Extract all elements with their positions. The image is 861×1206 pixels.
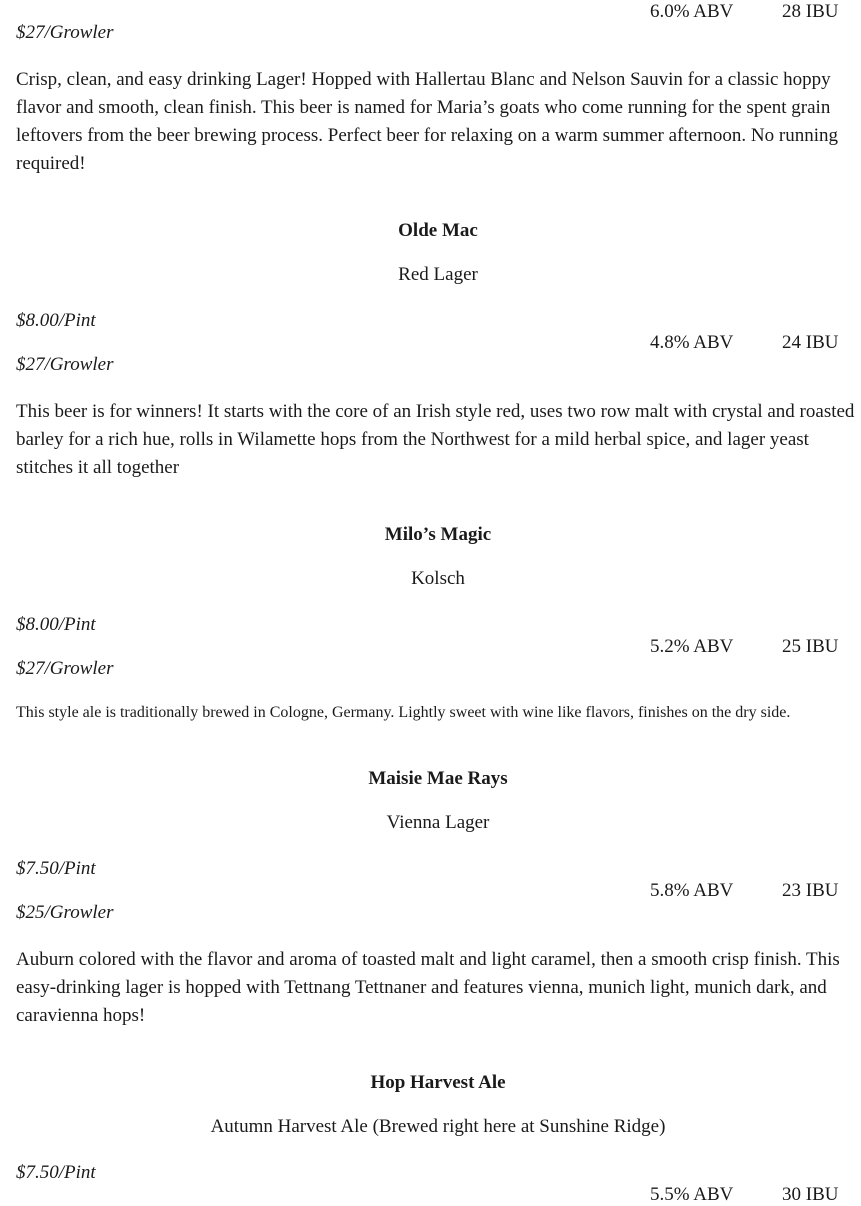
ibu-value: 28 IBU [782, 1, 839, 22]
beer-name: Hop Harvest Ale [370, 1072, 506, 1093]
pint-price: $8.00/Pint [16, 310, 96, 331]
beer-style: Autumn Harvest Ale (Brewed right here at Sunshine Ridge) [210, 1116, 666, 1137]
pint-price: $7.50/Pint [16, 858, 96, 879]
beer-name: Olde Mac [398, 220, 478, 241]
beer-name: Maisie Mae Rays [368, 768, 508, 789]
beer-description: Crisp, clean, and easy drinking Lager! Hopped with Hallertau Blanc and Nelson Sauvin for a classic hoppy flavor and smooth, clean finish. This beer is named for Maria’s goats who come running for the spent grain leftovers from the beer brewing process. Perfect beer for relaxing on a warm summer afternoon. No running required! [16, 69, 838, 174]
ibu-value: 25 IBU [782, 636, 839, 657]
beer-description: This style ale is traditionally brewed in Cologne, Germany. Lightly sweet with wine like flavors, finishes on the dry side. [16, 704, 791, 721]
abv-value: 5.5% ABV [650, 1184, 734, 1205]
growler-price: $27/Growler [16, 658, 114, 679]
beer-style: Vienna Lager [386, 812, 490, 833]
abv-value: 5.2% ABV [650, 636, 734, 657]
ibu-value: 23 IBU [782, 880, 839, 901]
growler-price: $27/Growler [16, 22, 114, 43]
beer-description: This beer is for winners! It starts with the core of an Irish style red, uses two row malt with crystal and roasted barley for a rich hue, rolls in Wilamette hops from the Northwest for a mild herbal spice, and lager yeast stitches it all together [16, 401, 855, 478]
abv-value: 6.0% ABV [650, 1, 734, 22]
pint-price: $7.50/Pint [16, 1162, 96, 1183]
abv-value: 5.8% ABV [650, 880, 734, 901]
growler-price: $25/Growler [16, 902, 114, 923]
ibu-value: 30 IBU [782, 1184, 839, 1205]
abv-value: 4.8% ABV [650, 332, 734, 353]
beer-style: Red Lager [398, 264, 478, 285]
growler-price: $27/Growler [16, 354, 114, 375]
pint-price: $8.00/Pint [16, 614, 96, 635]
beer-name: Milo’s Magic [384, 524, 492, 545]
ibu-value: 24 IBU [782, 332, 839, 353]
beer-description: Auburn colored with the flavor and aroma of toasted malt and light caramel, then a smooth crisp finish. This easy-drinking lager is hopped with Tettnang Tettnaner and features vienna, munich light, munich dark, and caravienna hops! [16, 949, 840, 1026]
beer-style: Kolsch [411, 568, 465, 589]
